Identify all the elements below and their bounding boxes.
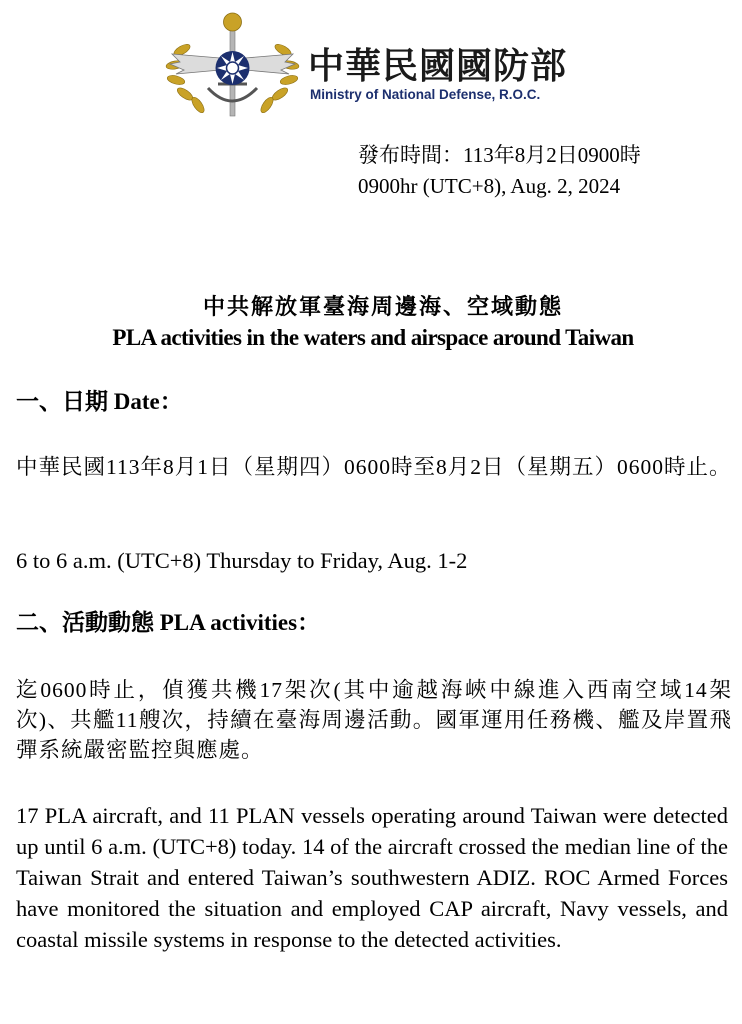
org-name-zh: 中華民國國防部 [308,46,568,87]
section-activities-en: 17 PLA aircraft, and 11 PLAN vessels operating around Taiwan were detected up until 6 a.m. (UTC+8) today. 14 of the aircraft crossed the median line of the Taiwan Strait and entered Taiwan’s southwestern ADIZ. ROC Armed Forces have monitored the situation and employed CAP aircraft, Navy vessels, and coastal missile systems in response to the detected activities. [16,803,728,952]
title-zh: 中共解放軍臺海周邊海、空域動態 [202,294,563,319]
section-date-heading: 一、日期 Date： [16,389,183,414]
mnd-emblem-icon [160,10,305,122]
release-time [358,140,641,202]
section-activities-zh: 迄0600時止，偵獲共機17架次(其中逾越海峽中線進入西南空域14架次)、共艦11艘次，持續在臺海周邊活動。國軍運用任務機、艦及岸置飛彈系統嚴密監控與應處。 [16,678,732,762]
org-name-en: Ministry of National Defense, R.O.C. [310,87,541,102]
section-date-en: 6 to 6 a.m. (UTC+8) Thursday to Friday, Aug. 1-2 [16,548,468,573]
section-activities-heading: 二、活動動態 PLA activities： [16,610,321,635]
document-title [0,292,742,354]
section-date-zh: 中華民國113年8月1日（星期四）0600時至8月2日（星期五）0600時止。 [16,455,732,479]
release-time-en: 0900hr (UTC+8), Aug. 2, 2024 [358,174,621,198]
release-time-zh: 發布時間：113年8月2日0900時 [358,143,641,167]
page-header [160,10,620,122]
title-en: PLA activities in the waters and airspace around Taiwan [112,325,634,350]
